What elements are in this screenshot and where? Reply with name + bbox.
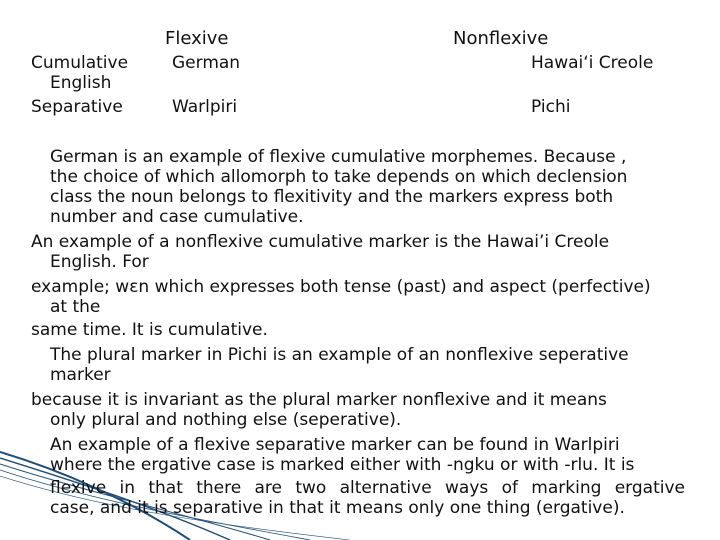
body-line: because it is invariant as the plural marker nonflexive and it means	[31, 390, 607, 410]
body-line: class the noun belongs to flexitivity and the markers express both	[50, 187, 614, 207]
body-line: An example of a flexive separative marker can be found in Warlpiri	[50, 435, 620, 455]
body-line: the choice of which allomorph to take depends on which declension	[50, 167, 628, 187]
row-label-cumulative: Cumulative	[31, 53, 129, 73]
body-line: only plural and nothing else (seperative).	[50, 410, 402, 430]
body-line: example; wεn which expresses both tense (past) and aspect (perfective)	[31, 277, 651, 297]
body-line: The plural marker in Pichi is an example of an nonflexive seperative	[50, 345, 629, 365]
body-line: number and case cumulative.	[50, 207, 304, 227]
body-line: at the	[50, 297, 101, 317]
cell-german: German	[172, 53, 241, 73]
cell-hawaii-creole: Hawai‘i Creole	[531, 53, 654, 73]
header-nonflexive: Nonflexive	[453, 28, 549, 49]
body-line: case, and it is separative in that it means only one thing (ergative).	[50, 498, 625, 518]
body-line: An example of a nonflexive cumulative marker is the Hawai’i Creole	[31, 232, 610, 252]
body-line: marker	[50, 365, 111, 385]
header-flexive: Flexive	[165, 28, 229, 49]
body-line: English. For	[50, 252, 149, 272]
body-line: flexive in that there are two alternative ways of marking ergative	[50, 478, 685, 498]
row-label-separative: Separative	[31, 97, 123, 117]
body-line: same time. It is cumulative.	[31, 320, 268, 340]
body-line: where the ergative case is marked either with -ngku or with -rlu. It is	[50, 455, 635, 475]
cell-pichi: Pichi	[531, 97, 571, 117]
row-label-english: English	[50, 73, 112, 93]
cell-warlpiri: Warlpiri	[172, 97, 238, 117]
body-line: German is an example of flexive cumulative morphemes. Because ,	[50, 147, 627, 167]
